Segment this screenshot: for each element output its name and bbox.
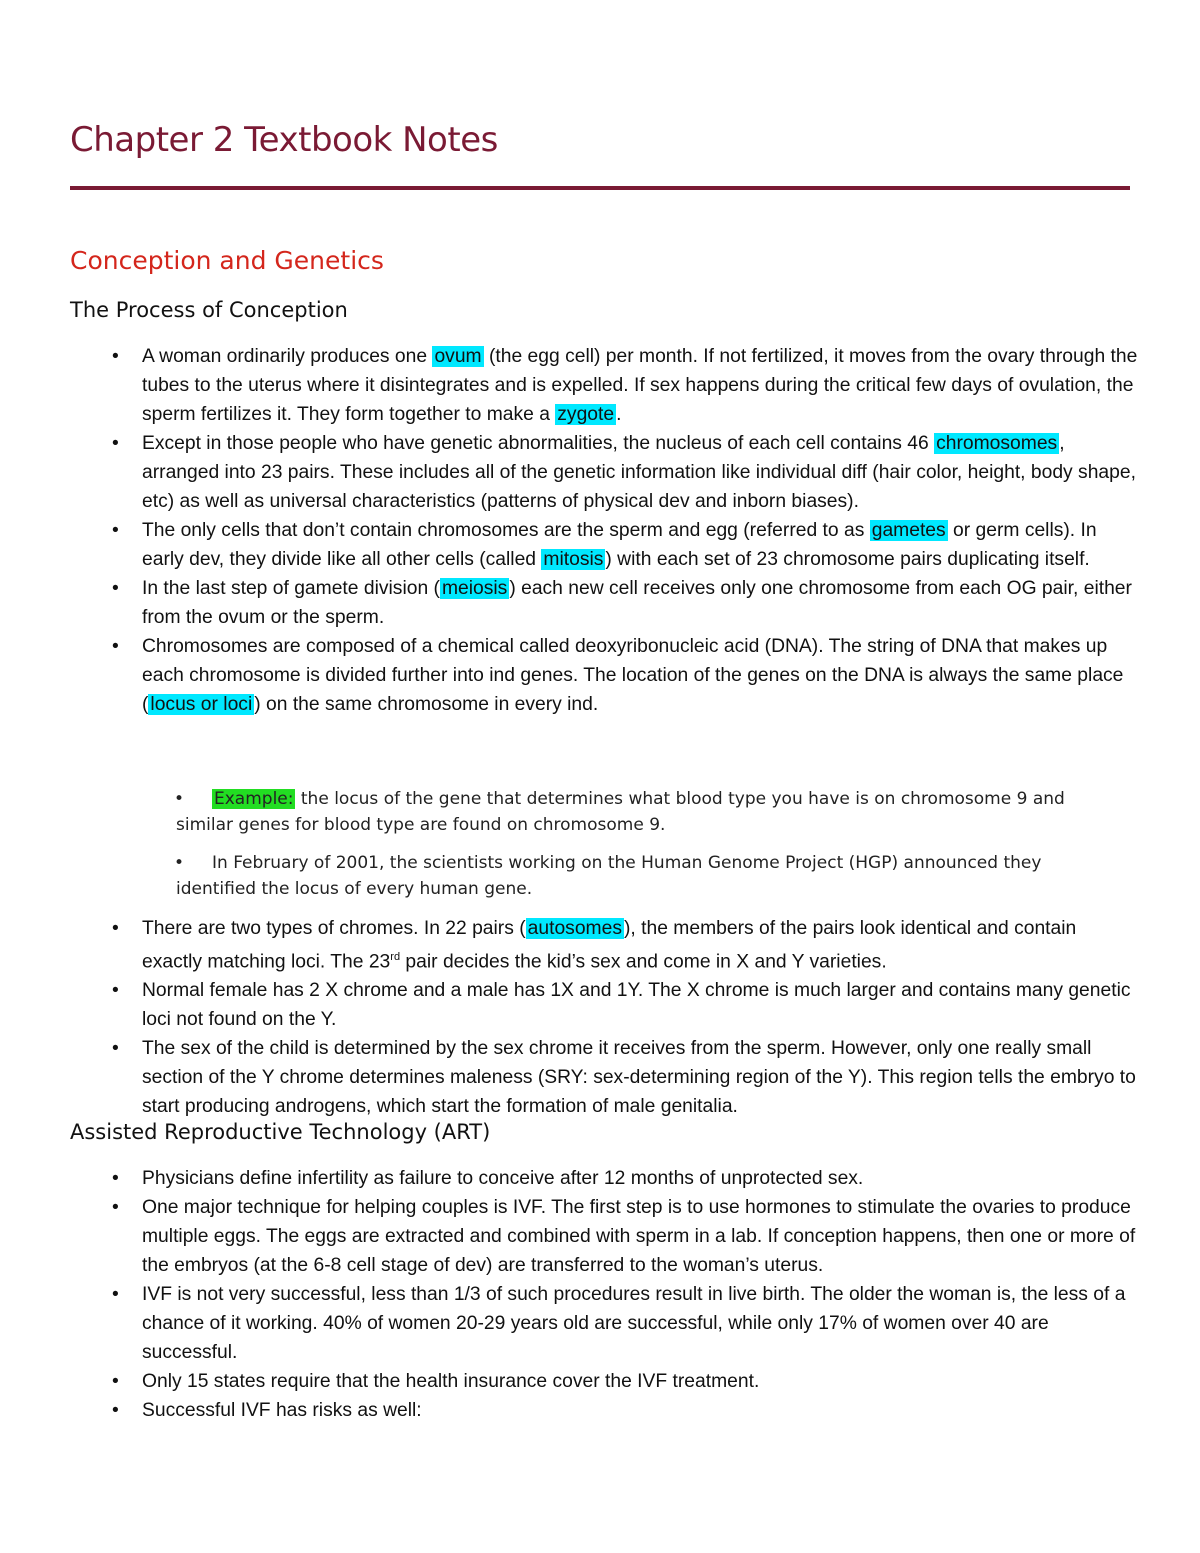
title-rule: [70, 186, 1130, 190]
highlighted-term: autosomes: [527, 918, 622, 939]
highlighted-term: gametes: [871, 520, 946, 541]
section-heading: Conception and Genetics: [70, 246, 384, 275]
highlighted-term: mitosis: [543, 549, 604, 570]
sub-list-item: • Example: the locus of the gene that determines what blood type you have is on chromosome 9 and similar genes for blood type are found on chromosome 9.: [174, 789, 1065, 835]
highlighted-term: Example:: [214, 789, 294, 809]
highlighted-term: chromosomes: [936, 433, 1058, 454]
sub-list-item: • In February of 2001, the scientists working on the Human Genome Project (HGP) announced they identified the locus of every human gene.: [174, 853, 1042, 899]
list-item: • The sex of the child is determined by the sex chrome it receives from the sperm. However, only one really small section of the Y chrome determines maleness (SRY: sex-determining region of the Y). This region tells the embryo to start producing androgens, which start the formation of male genitalia.: [112, 1038, 1136, 1118]
art-list: [0, 1164, 1200, 1425]
list-item: • Only 15 states require that the health insurance cover the IVF treatment.: [112, 1371, 760, 1392]
list-item: • One major technique for helping couples is IVF. The first step is to use hormones to stimulate the ovaries to produce multiple eggs. The eggs are extracted and combined with sperm in a lab. If conception happens, then one or more of the embryos (at the 6-8 cell stage of dev) are transferred to the woman’s uterus.: [112, 1197, 1136, 1276]
highlighted-term: meiosis: [441, 578, 508, 599]
list-item: • A woman ordinarily produces one ovum (the egg cell) per month. If not fertilized, it moves from the ovary through the tubes to the uterus where it disintegrates and is expelled. If sex happens during the critical few days of ovulation, the sperm fertilizes it. They form together to make a zygote .: [112, 346, 1138, 425]
conception-list: [0, 342, 1200, 719]
highlighted-term: ovum: [434, 346, 482, 367]
list-item: • Successful IVF has risks as well:: [112, 1400, 422, 1421]
highlighted-term: zygote: [557, 404, 615, 425]
page-title: Chapter 2 Textbook Notes: [70, 120, 498, 160]
highlighted-term: locus or loci: [150, 694, 253, 715]
list-item: • Chromosomes are composed of a chemical called deoxyribonucleic acid (DNA). The string of DNA that makes up each chromosome is divided further into ind genes. The location of the genes on the DNA is always the same place ( locus or loci ) on the same chromosome in every ind.: [112, 636, 1124, 715]
list-item: • The only cells that don’t contain chromosomes are the sperm and egg (referred to as gametes or germ cells). In early dev, they divide like all other cells (called mitosis ) with each set of 23 chromosome pairs duplicating itself.: [112, 520, 1097, 570]
subsection-heading: The Process of Conception: [70, 298, 348, 322]
conception-list-continued: [0, 914, 1200, 1121]
list-item: • There are two types of chromes. In 22 pairs ( autosomes ), the members of the pairs look identical and contain exactly matching loci. The 23rd pair decides the kid’s sex and come in X and Y varieties.: [112, 918, 1077, 973]
conception-sublist: [0, 786, 1200, 914]
subsection-heading: Assisted Reproductive Technology (ART): [70, 1120, 491, 1144]
list-item: • IVF is not very successful, less than 1/3 of such procedures result in live birth. The older the woman is, the less of a chance of it working. 40% of women 20-29 years old are successful, while only 17% of women over 40 are successful.: [112, 1284, 1126, 1363]
list-item: • In the last step of gamete division ( meiosis ) each new cell receives only one chromosome from each OG pair, either from the ovum or the sperm.: [112, 578, 1132, 628]
list-item: • Except in those people who have genetic abnormalities, the nucleus of each cell contains 46 chromosomes , arranged into 23 pairs. These includes all of the genetic information like individual diff (hair color, height, body shape, etc) as well as universal characteristics (patterns of physical dev and inborn biases).: [112, 433, 1136, 512]
list-item: • Physicians define infertility as failure to conceive after 12 months of unprotected sex.: [112, 1168, 864, 1189]
list-item: • Normal female has 2 X chrome and a male has 1X and 1Y. The X chrome is much larger and contains many genetic loci not found on the Y.: [112, 980, 1131, 1031]
